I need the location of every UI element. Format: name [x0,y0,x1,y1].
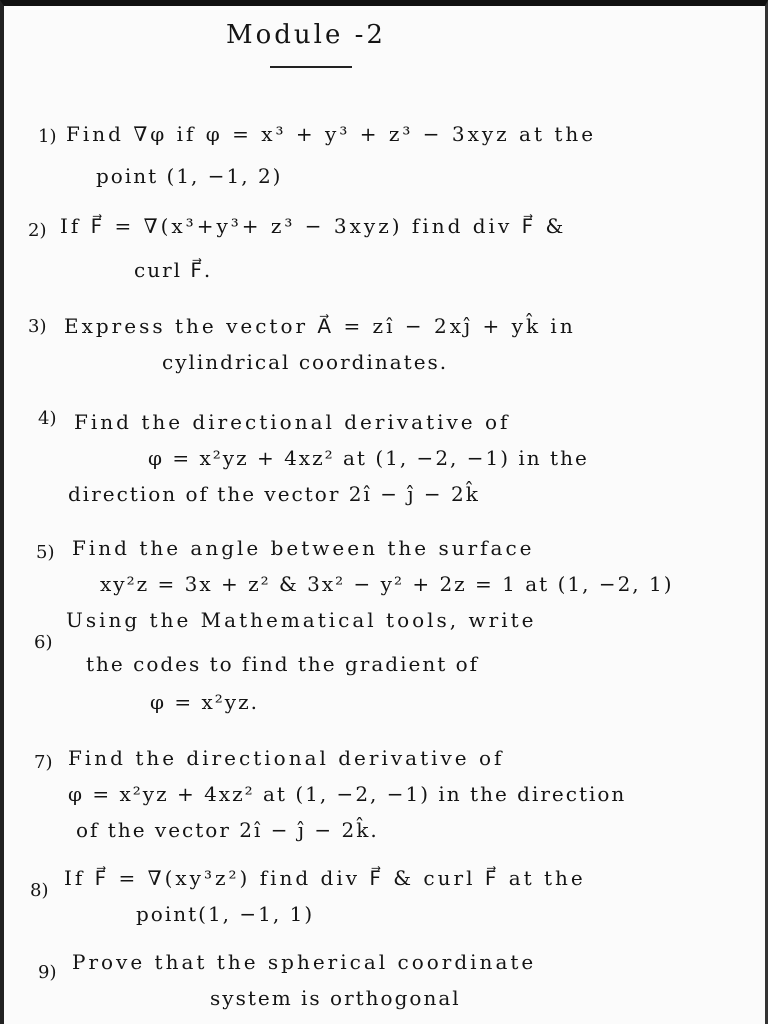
question-line: Find the directional derivative of [74,410,511,434]
question-number: 6) [34,632,53,653]
question-line: system is orthogonal [210,986,461,1010]
question-number: 7) [34,752,53,773]
question-line: direction of the vector 2î − ĵ − 2k̂ [68,482,480,506]
question-line: point(1, −1, 1) [136,902,315,926]
question-number: 1) [38,126,57,147]
question-line: Using the Mathematical tools, write [66,608,537,632]
question-line: Express the vector A⃗ = zî − 2xĵ + yk̂ in [64,314,576,338]
question-line: Find the directional derivative of [68,746,505,770]
question-number: 5) [36,542,55,563]
question-line: Find the angle between the surface [72,536,535,560]
question-line: curl F⃗. [134,258,213,282]
question-line: If F⃗ = ∇(x³+y³+ z³ − 3xyz) find div F⃗ & [60,214,567,238]
question-line: of the vector 2î − ĵ − 2k̂. [76,818,379,842]
question-number: 2) [28,220,47,241]
question-line: Find ∇φ if φ = x³ + y³ + z³ − 3xyz at the [66,122,597,146]
question-line: Prove that the spherical coordinate [72,950,537,974]
question-number: 8) [30,880,49,901]
title-underline [270,66,352,68]
question-line: cylindrical coordinates. [162,350,449,374]
question-number: 3) [28,316,47,337]
question-number: 4) [38,408,57,429]
question-line: If F⃗ = ∇(xy³z²) find div F⃗ & curl F⃗ at the [64,866,586,890]
question-line: φ = x²yz + 4xz² at (1, −2, −1) in the direction [68,782,627,806]
question-line: xy²z = 3x + z² & 3x² − y² + 2z = 1 at (1, −2, 1) [100,572,674,596]
question-line: point (1, −1, 2) [96,164,283,188]
question-line: φ = x²yz. [150,690,259,714]
question-line: φ = x²yz + 4xz² at (1, −2, −1) in the [148,446,589,470]
question-number: 9) [38,962,57,983]
question-line: the codes to find the gradient of [86,652,480,676]
page-title: Module -2 [226,20,386,50]
